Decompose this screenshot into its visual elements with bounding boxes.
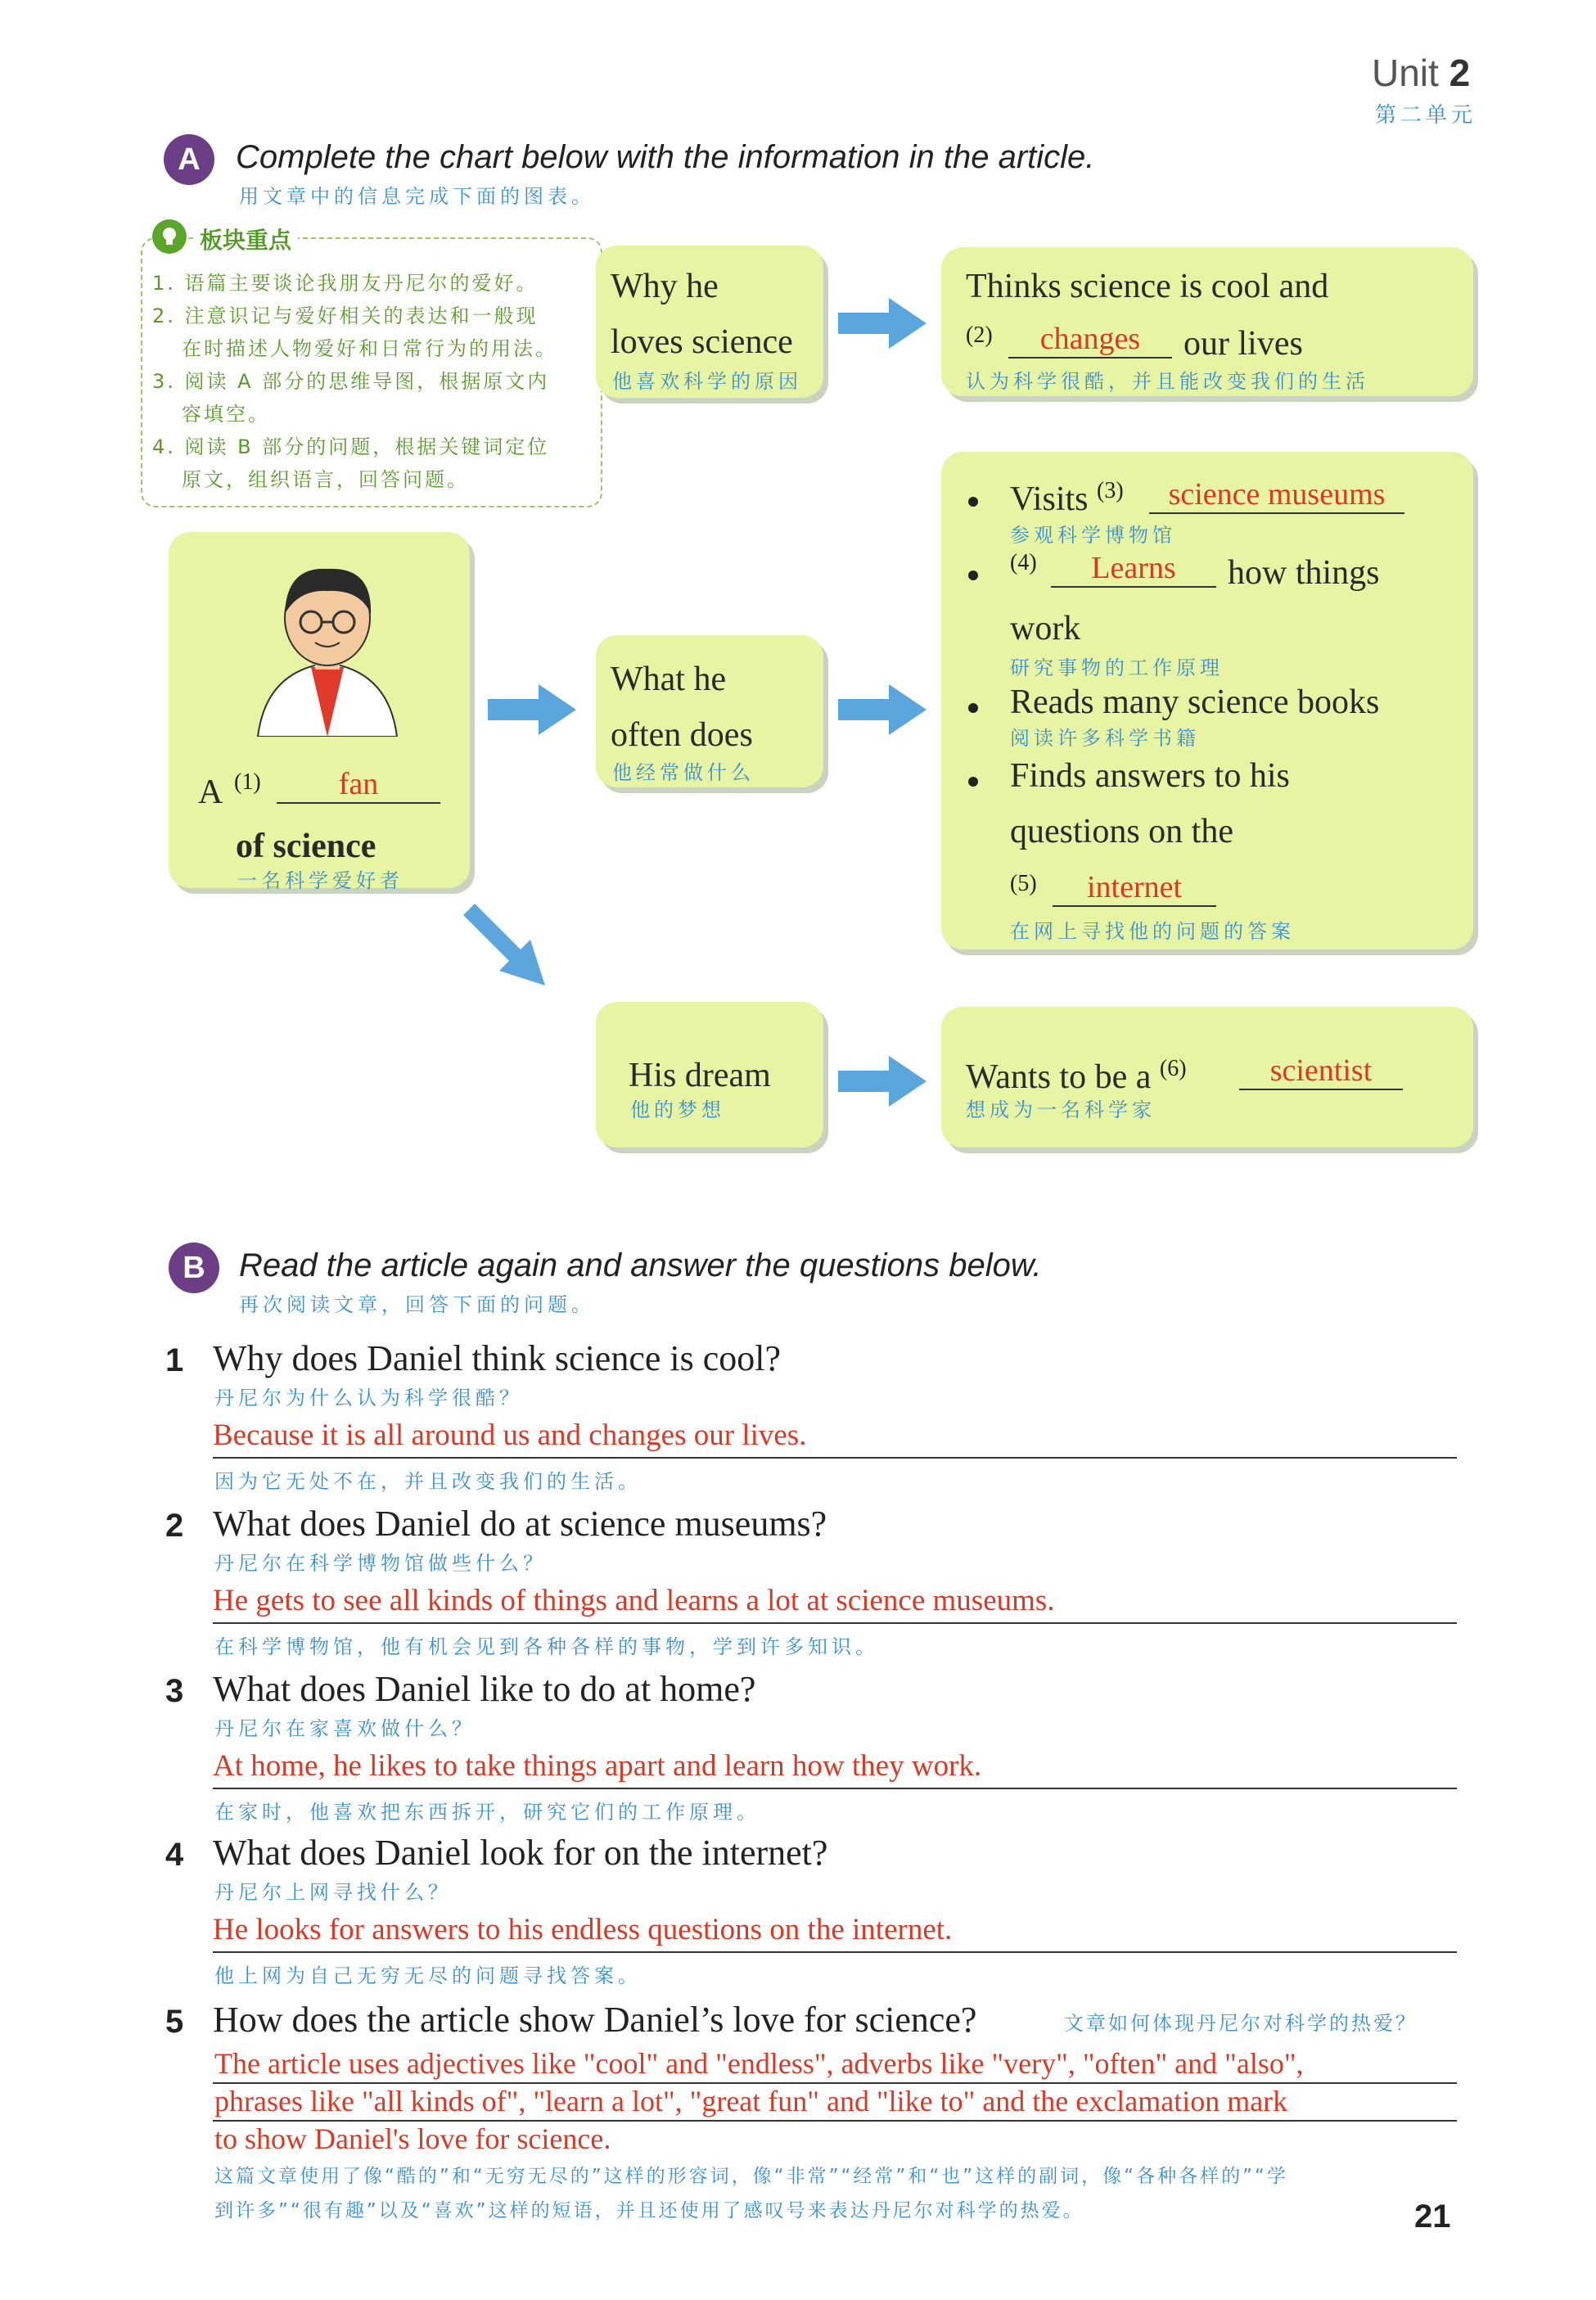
what-line2: often does bbox=[611, 716, 753, 754]
question-text: What does Daniel look for on the internet? bbox=[213, 1833, 828, 1873]
answer-5: internet bbox=[1053, 869, 1216, 907]
activity-1-text: Visits bbox=[1010, 480, 1089, 518]
question-text: Why does Daniel think science is cool? bbox=[213, 1338, 782, 1378]
tips-title: 板块重点 bbox=[193, 223, 298, 255]
question-text: What does Daniel do at science museums? bbox=[213, 1504, 827, 1544]
section-b-badge: B bbox=[169, 1242, 219, 1293]
activity-3-cn: 阅读许多科学书籍 bbox=[1010, 727, 1200, 750]
question-cn: 丹尼尔在科学博物馆做些什么？ bbox=[214, 1552, 547, 1575]
activity-3: Reads many science books bbox=[1010, 683, 1380, 721]
question-number: 1 bbox=[165, 1342, 184, 1378]
arrow-down-right-icon bbox=[463, 904, 548, 989]
person-of-science: of science bbox=[236, 828, 376, 865]
answer-text: phrases like "all kinds of", "learn a lot", "great fun" and "like to" and the exclamation mark bbox=[214, 2085, 1288, 2117]
unit-number: 2 bbox=[1449, 52, 1471, 94]
thinks-after: our lives bbox=[1183, 325, 1303, 363]
activity-4-cn: 在网上寻找他的问题的答案 bbox=[1010, 920, 1295, 943]
wants-label: Wants to be a bbox=[966, 1058, 1152, 1096]
tip-line: 1. 语篇主要谈论我朋友丹尼尔的爱好。 bbox=[152, 272, 539, 295]
question-cn: 丹尼尔上网寻找什么？ bbox=[214, 1881, 452, 1904]
answer-text: He looks for answers to his endless questions on the internet. bbox=[213, 1913, 953, 1946]
section-a-badge: A bbox=[164, 134, 214, 185]
question-cn: 丹尼尔在家喜欢做什么？ bbox=[214, 1717, 476, 1740]
activity-1 bbox=[1010, 478, 1124, 519]
question-text: How does the article show Daniel’s love for science? bbox=[213, 2000, 977, 2040]
person-num: (1) bbox=[234, 769, 261, 795]
person-cn: 一名科学爱好者 bbox=[237, 869, 404, 892]
answer-cn: 因为它无处不在，并且改变我们的生活。 bbox=[214, 1470, 642, 1493]
why-line1: Why he bbox=[611, 268, 719, 305]
activity-2-line2: work bbox=[1010, 610, 1081, 647]
bullet bbox=[968, 703, 978, 713]
answer-cn: 到许多”“很有趣”以及“喜欢”这样的短语，并且还使用了感叹号来表达丹尼尔对科学的热爱。 bbox=[214, 2200, 1084, 2221]
unit-label bbox=[1372, 51, 1470, 95]
answer-4: Learns bbox=[1051, 550, 1216, 588]
question-cn: 文章如何体现丹尼尔对科学的热爱？ bbox=[1064, 2012, 1418, 2035]
unit-cn: 第二单元 bbox=[1375, 103, 1477, 128]
wants-text bbox=[966, 1056, 1187, 1097]
answer-text: Because it is all around us and changes our lives. bbox=[213, 1418, 807, 1452]
question-number: 3 bbox=[165, 1673, 184, 1709]
what-cn: 他经常做什么 bbox=[612, 761, 755, 784]
answer-cn: 在家时，他喜欢把东西拆开，研究它们的工作原理。 bbox=[214, 1801, 760, 1824]
section-a-instruction-cn: 用文章中的信息完成下面的图表。 bbox=[239, 185, 595, 208]
answer-text: to show Daniel's love for science. bbox=[214, 2122, 611, 2155]
answer-1: fan bbox=[277, 766, 440, 804]
activity-1-num: (3) bbox=[1097, 478, 1124, 503]
activity-2-after: how things bbox=[1228, 554, 1380, 592]
activity-4-line2: questions on the bbox=[1010, 813, 1233, 850]
bullet bbox=[968, 570, 978, 580]
tip-line: 2. 注意识记与爱好相关的表达和一般现 bbox=[152, 304, 539, 327]
answer-6: scientist bbox=[1239, 1053, 1403, 1090]
tip-line: 容填空。 bbox=[182, 403, 270, 426]
answer-line bbox=[213, 1788, 1457, 1789]
person-a-label: A bbox=[198, 773, 223, 811]
answer-text: He gets to see all kinds of things and learns a lot at science museums. bbox=[213, 1584, 1055, 1617]
what-line1: What he bbox=[611, 661, 727, 698]
thinks-cn: 认为科学很酷，并且能改变我们的生活 bbox=[966, 370, 1369, 393]
dream-text: His dream bbox=[629, 1057, 771, 1094]
bullet bbox=[968, 777, 978, 787]
section-b-instruction-cn: 再次阅读文章，回答下面的问题。 bbox=[239, 1293, 595, 1316]
answer-cn: 在科学博物馆，他有机会见到各种各样的事物，学到许多知识。 bbox=[214, 1635, 879, 1658]
question-number: 2 bbox=[165, 1508, 184, 1544]
tip-line: 原文，组织语言，回答问题。 bbox=[182, 468, 469, 491]
why-cn: 他喜欢科学的原因 bbox=[612, 370, 802, 393]
question-text: What does Daniel like to do at home? bbox=[213, 1669, 756, 1709]
tip-line: 3. 阅读 A 部分的思维导图，根据原文内 bbox=[152, 370, 550, 393]
answer-line bbox=[213, 1951, 1457, 1953]
wants-cn: 想成为一名科学家 bbox=[966, 1098, 1156, 1121]
tip-line: 4. 阅读 B 部分的问题，根据关键词定位 bbox=[152, 435, 550, 458]
activity-4-line1: Finds answers to his bbox=[1010, 757, 1290, 795]
answer-text: At home, he likes to take things apart and learn how they work. bbox=[213, 1749, 982, 1783]
answer-text: The article uses adjectives like "cool" and "endless", adverbs like "very", "often" and "also", bbox=[214, 2047, 1304, 2080]
why-line2: loves science bbox=[611, 323, 793, 361]
unit-word: Unit bbox=[1372, 52, 1439, 94]
activity-2-num: (4) bbox=[1010, 550, 1037, 575]
activity-4-num: (5) bbox=[1010, 871, 1037, 896]
wants-num: (6) bbox=[1159, 1056, 1187, 1081]
activity-2-cn: 研究事物的工作原理 bbox=[1010, 656, 1224, 679]
thinks-num: (2) bbox=[966, 322, 993, 348]
arrow-right-icon bbox=[488, 681, 578, 738]
question-cn: 丹尼尔为什么认为科学很酷？ bbox=[214, 1387, 523, 1409]
answer-cn: 这篇文章使用了像“酷的”和“无穷无尽的”这样的形容词，像“非常”“经常”和“也”这样的副词，像“各种各样的”“学 bbox=[214, 2166, 1288, 2187]
answer-2: changes bbox=[1008, 321, 1172, 359]
section-b-instruction: Read the article again and answer the questions below. bbox=[239, 1247, 1042, 1283]
page-number: 21 bbox=[1414, 2199, 1451, 2235]
arrow-right-icon bbox=[838, 681, 928, 738]
activity-1-cn: 参观科学博物馆 bbox=[1010, 524, 1176, 547]
answer-line bbox=[213, 1457, 1457, 1459]
bullet bbox=[968, 497, 978, 507]
arrow-right-icon bbox=[838, 1053, 928, 1110]
student-illustration bbox=[250, 557, 405, 737]
question-number: 4 bbox=[165, 1837, 184, 1873]
lightbulb-icon bbox=[152, 219, 187, 254]
arrow-right-icon bbox=[838, 295, 928, 352]
answer-line bbox=[213, 1622, 1457, 1624]
dream-cn: 他的梦想 bbox=[630, 1098, 725, 1121]
answer-3: science museums bbox=[1149, 476, 1404, 514]
question-number: 5 bbox=[165, 2004, 184, 2040]
tip-line: 在时描述人物爱好和日常行为的用法。 bbox=[182, 337, 557, 360]
section-a-instruction: Complete the chart below with the information in the article. bbox=[236, 139, 1095, 175]
answer-cn: 他上网为自己无穷无尽的问题寻找答案。 bbox=[214, 1964, 642, 1987]
thinks-line1: Thinks science is cool and bbox=[966, 268, 1329, 305]
